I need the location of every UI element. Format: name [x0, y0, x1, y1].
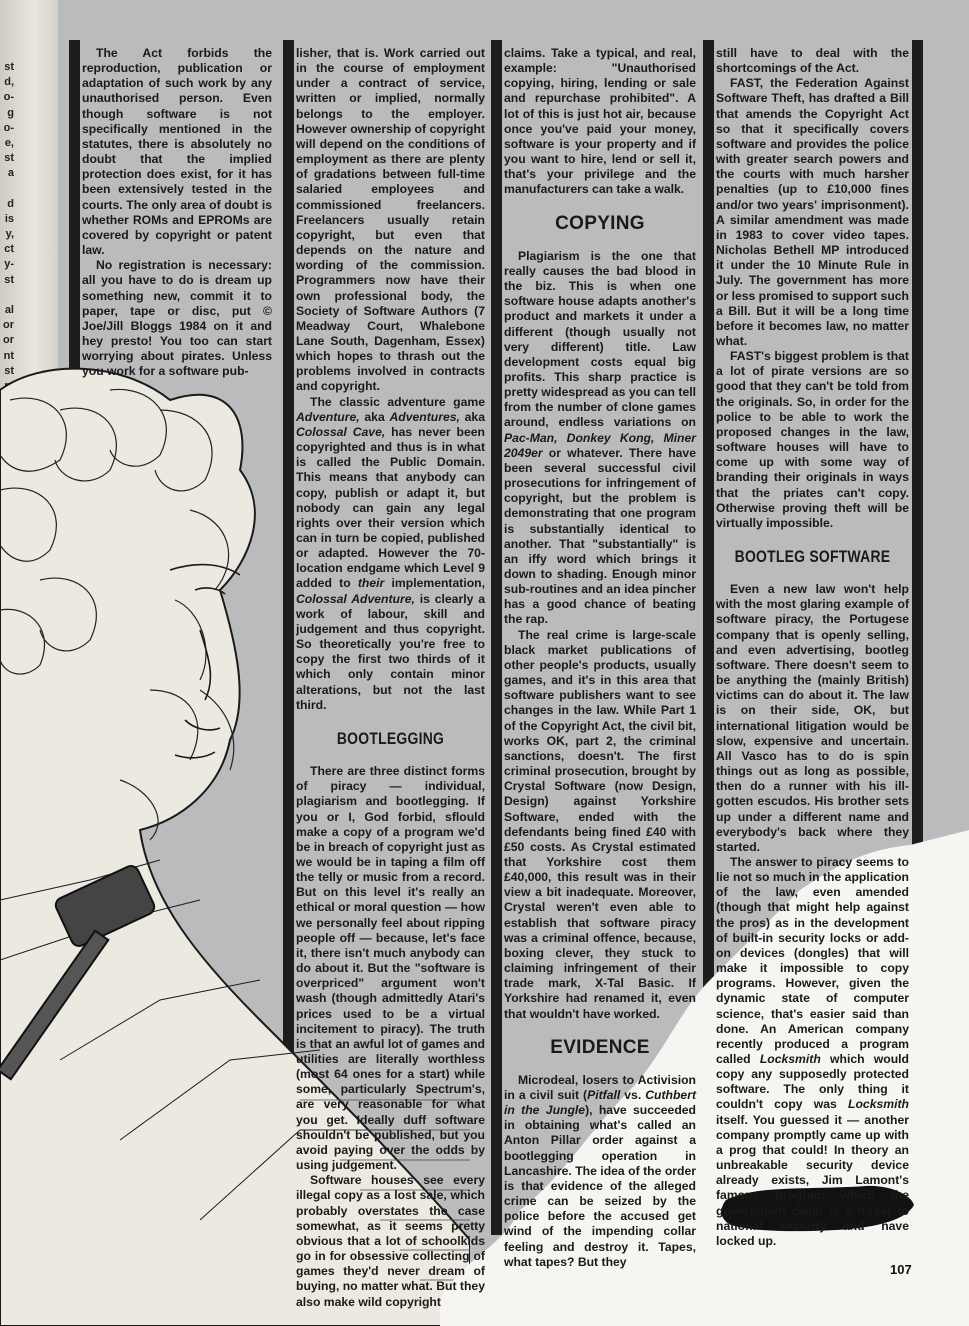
paragraph — [504, 249, 696, 628]
italic-title: Colossal Cave, — [296, 424, 386, 439]
italic-title: Adventure, — [296, 409, 360, 424]
paragraph: Even a new law won't help with the most glaring example of software piracy, the Portugese company that is openly selling, and even advertising, bootleg software. There doesn't seem to be anything the (mainly British) victims can do about it. The law is on their side, OK, but international litigation would be slow, expensive and uncertain. All Vasco has to do is spin things out as long as possible, then do a runner with his ill-gotten escudos. His brother sets up under a different name and everybody's back where they started. — [716, 582, 909, 854]
fragment: nt — [3, 349, 14, 362]
fragment: o- — [3, 121, 14, 134]
fragment: ct — [4, 243, 14, 256]
fragment: or — [3, 334, 14, 347]
fragment: al — [4, 304, 14, 316]
paragraph: FAST, the Federation Against Software Theft, has drafted a Bill that amends the Copyright Act so that it specifically covers software and provides the police with greater search powers and the courts with much harsher penalties (up to £10,000 fines and/or two years' imprisonment). A similar amendment was made in 1983 to cover video tapes. Nicholas Bethell MP introduced it under the 10 Minute Rule in July. The government has more or less promised to support such a Bill. But it will be a long time before it becomes law, no matter what. — [716, 76, 910, 348]
text: Microdeal, losers to Activision in a civil suit ( — [504, 1072, 696, 1102]
text: aka — [459, 409, 485, 424]
text: ), have succeeded in obtaining what's called an Anton Pillar order against a bootlegging operation in Lancashire. The idea of the order is that evidence of the alleged crime can be seized by the police before the accused get wind of the impending collar feeling and destroy it. Tapes, what tapes? But they — [504, 1103, 696, 1269]
column-1 — [82, 46, 272, 379]
paragraph: claims. Take a typical, and real, example: "Unauthorised copying, hiring, lending or sale and repurchase prohibited". A lot of this is just hot air, because once you've paid your money, software is your property and if you want to hire, lend or sell it, that's your privilege and the manufacturers can take a walk. — [504, 46, 696, 197]
italic-title: Cuthbert in the Jungle — [504, 1088, 697, 1118]
paragraph: FAST's biggest problem is that a lot of pirate versions are so good that they can't be told from the originals. So, in order for the police to be able to work the proposed changes in the law, software houses will have to come up with some way of branding their originals in ways that the priates can't copy. Otherwise proving theft will be virtually impossible. — [716, 349, 909, 530]
text: is clearly a work of labour, skill and judgement and thus copyright. So theoretically you're free to copy the first two thirds of it which only contain minor alterations, but not the last third. — [296, 591, 485, 712]
fragment — [0, 182, 14, 197]
fragment: or — [3, 319, 14, 332]
italic-title: Adventures, — [389, 409, 460, 424]
paragraph: There are three distinct forms of piracy — individual, plagiarism and bootlegging. If you or I, God forbid, sflould make a copy of a program we'd be in breach of copyright just as we would be in taping a film off the telly or music from a record. But on this level it's really an ethical or moral question — how we personally feel about ripping people off — because, let's face it, there isn't much anybody can do about it. But the "software is overpriced" argument won't wash (though admittedly Atari's prices used to be a virtual incitement to piracy). The truth is that an awful lot of games and utilities are literally worthless (most 64 ones for a start) while some, particularly Spectrum's, are very reasonable for what you get. Ideally duff software shouldn't be published, but you avoid paying over the odds by using judgement. — [296, 764, 485, 1173]
section-heading-evidence: EVIDENCE — [550, 1036, 650, 1058]
column-4 — [716, 46, 909, 1249]
section-heading-bootlegging: BOOTLEGGING — [336, 728, 445, 748]
fragment: o- — [3, 91, 14, 104]
fragment: y- — [4, 258, 14, 271]
fragment: d, — [4, 76, 14, 89]
fragment: e, — [4, 136, 14, 149]
paragraph: Software houses see every illegal copy as a lost sale, which probably overstates the case somewhat, as it seems pretty obvious that a lot of schoolkids go in for obsessive collecting of games they'd never dream of buying, no matter what. But they also make wild copyright — [296, 1173, 485, 1309]
fragment: a — [7, 167, 14, 180]
fragment: st — [4, 273, 14, 286]
fragment: g — [7, 106, 14, 119]
text: which would copy any supposedly protected software. The only thing it couldn't copy was — [716, 1052, 909, 1112]
italic-word: their — [357, 576, 385, 591]
italic-title: Pac-Man, Donkey Kong, Miner 2049er — [504, 430, 696, 460]
text: vs. — [620, 1088, 646, 1102]
paragraph: No registration is necessary: all you have to do is dream up something new, commit it to paper, tape or disc, put © Joe/Jill Bloggs 1984 on it and hey presto! You too can start worrying about pirates. Unless you work for a software pub- — [82, 258, 272, 379]
italic-title: Locksmith — [759, 1052, 821, 1066]
paragraph: The Act forbids the reproduction, publication or adaptation of such work by any unauthorised person. Even though software is not specifically mentioned in the statutes, there is absolutely no doubt that the implied protection does exist, for it has been extensively tested in the courts. The only area of doubt is whether ROMs and EPROMs are covered by copyright or patent law. — [82, 46, 272, 258]
column-2 — [296, 46, 485, 1310]
page-number: 107 — [890, 1262, 912, 1277]
text: or whatever. There have been several successful civil prosecutions for infringement of copyright, but the problem is demonstrating that one program is substantially identical to another. That "substantially" is an iffy word which brings it down to shading. Enough minor sub-routines and an idea pincher has a good chance of beating the rap. — [504, 445, 696, 627]
paragraph — [504, 1073, 696, 1270]
text: aka — [359, 409, 390, 424]
paragraph: still have to deal with the shortcomings of the Act. — [716, 46, 909, 76]
text: implementation, — [384, 576, 485, 591]
text: itself. You guessed it — another company promptly came up with a prog that could! In theory an unbreakable security device already exists, Jim Lamont's famous program which the government claim is a threat to national security and have locked up. — [716, 1112, 909, 1248]
italic-title: Pitfall — [587, 1088, 621, 1102]
section-heading-copying: COPYING — [555, 212, 645, 234]
paragraph: lisher, that is. Work carried out in the course of employment under a contract of service, written or implied, normally belongs to the employer. However ownership of copyright will depend on the conditions of employment as there are plenty of gradations between full-time salaried employees and commissioned freelancers. Freelancers usually retain copyright, but even that depends on the nature and wording of the commission. Programmers now have their own professional body, the Society of Software Authors (7 Meadway Court, Whalebone Lane South, Dagenham, Essex) which hopes to thrash out the problems involved in contracts and copyright. — [296, 46, 485, 394]
italic-title: Locksmith — [848, 1097, 909, 1112]
text: Plagiarism is the one that really causes the bad blood in the biz. This is when one software house adapts another's product and markets it under a different (though usually not very different) title. Law development costs equal big profits. This sharp practice is pretty widespread as you can tell from the number of clone games around, endless variations on — [504, 248, 696, 430]
italic-title: Colossal Adventure, — [296, 591, 415, 606]
paragraph — [296, 395, 485, 713]
text: has never been copyrighted and thus is in what is called the Public Domain. This means that anybody can copy, publish or adapt it, but nobody can gain any legal rights over their version which can in turn be copied, published or adapted. However the 70-location endgame which Level 9 added to — [296, 424, 485, 591]
section-heading-bootleg-software: BOOTLEG SOFTWARE — [734, 547, 891, 566]
fragment: is — [4, 212, 14, 225]
paragraph — [716, 855, 909, 1249]
fragment: st — [4, 152, 14, 165]
paragraph: The real crime is large-scale black market publications of other people's products, usually games, and it's in this area that software publishers want to see changes in the law. While Part 1 of the Copyright Act, the civil bit, works OK, part 2, the criminal sanctions, doesn't. The first criminal prosecution, brought by Crystal Software (now Design, Design) against Yorkshire Software, ended with the defendants being fined £40 with £50 costs. As Crystal estimated that Yorkshire cost them £40,000, this result was in their view a bit inadequate. Moreover, Crystal weren't even able to establish that software piracy was a criminal offence, because, boxing clever, they stuck to claiming infringement of their trade mark, X-Tal Basic. If Yorkshire had renamed it, even that wouldn't have worked. — [504, 627, 696, 1021]
column-bar — [69, 40, 80, 370]
previous-page-fragments — [0, 60, 14, 394]
text: The classic adventure game — [310, 394, 485, 409]
fragment: d — [7, 197, 14, 210]
fragment — [0, 288, 14, 303]
fragment: y, — [5, 228, 14, 241]
fragment: st — [4, 61, 14, 73]
text: The answer to piracy seems to lie not so much in the application of the law, even amended (though that might help against the pros) as in the development of built-in security locks or add-on devices (dongles) that will make it impossible to copy programs. However, given the dynamic state of computer science, that's easier said than done. An American company recently produced a program called — [716, 854, 909, 1066]
column-3 — [504, 46, 696, 1270]
fragment: st — [4, 364, 14, 377]
